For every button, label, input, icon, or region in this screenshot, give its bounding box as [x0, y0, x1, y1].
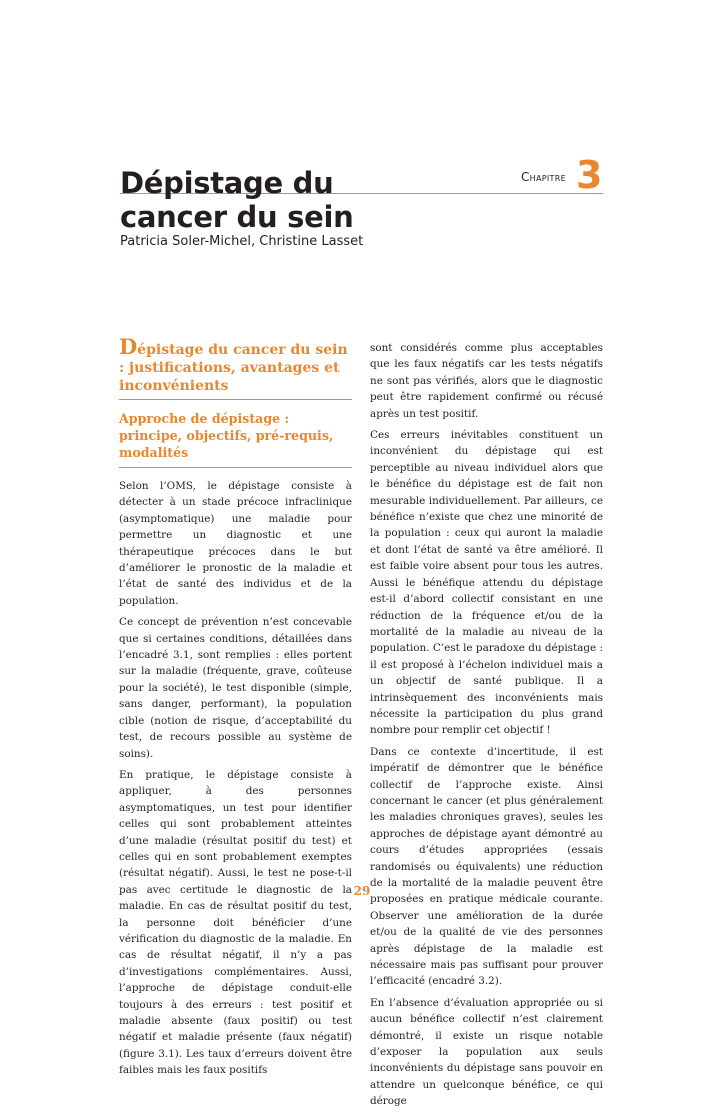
paragraph: Ce concept de prévention n’est concevable que si certaines conditions, détaillées dans l’encadré 3.1, sont remplies : elles portent sur la maladie (fréquente, grave, coûteuse pour la société), le test disponible (simple, sans danger, performant), la population cible (notion de risque, d’acceptabilité du test, de recours possible au système de soins). [119, 616, 352, 760]
chapter-label: Chapitre [521, 170, 566, 184]
subsection-heading: Approche de dépistage : principe, objectifs, pré-requis, modalités [119, 411, 334, 460]
chapter-number: 3 [576, 153, 603, 197]
paragraph: Dans ce contexte d’incertitude, il est impératif de démontrer que le bénéfice collectif de l’approche existe. Ainsi concernant le cancer (et plus généralement les maladies chroniques graves), seules les approches de dépistage ayant démontré au cours d’études appropriées (essais randomisés ou équivalents) une réduction de la mortalité de la maladie peuvent être proposées en pratique médicale courante. Observer une amélioration de la durée et/ou de la qualité de vie des personnes après dépistage de la maladie est nécessaire mais pas suffisant pour prouver l’efficacité (encadré 3.2). [370, 745, 603, 988]
paragraph: Selon l’OMS, le dépistage consiste à détecter à un stade précoce infraclinique (asymptomatique) une maladie pour permettre un diagnostic et une thérapeutique précoces dans le but d’améliorer le pronostic de la maladie et l’état de santé des individus et de la population. [119, 480, 352, 607]
paragraph: sont considérés comme plus acceptables que les faux négatifs car les tests négatifs ne sont pas vérifiés, alors que le diagnostic peut être rapidement confirmé ou récusé après un test positif. [370, 342, 603, 420]
section-heading [119, 334, 352, 395]
right-column [370, 340, 603, 1115]
paragraph: Ces erreurs inévitables constituent un inconvénient du dépistage qui est perceptible au niveau individuel alors que le bénéfice du dépistage est de fait non mesurable individuellement. Par ailleurs, ce bénéfice n’existe que chez une minorité de la population : ceux qui auront la maladie et dont l’état de santé va être amélioré. Il est faible voire absent pour tous les autres. Aussi le bénéfique attendu du dépistage est-il d’abord collectif consistant en une réduction de la fréquence et/ou de la mortalité de la maladie au niveau de la population. C’est le paradoxe du dépistage : il est proposé à l’échelon individuel mais a un objectif de santé publique. Il a intrinsèquement des inconvénients mais nécessite la participation du plus grand nombre pour remplir cet objectif ! [370, 429, 603, 737]
chapter-authors: Patricia Soler-Michel, Christine Lasset [120, 234, 364, 249]
left-column [119, 334, 352, 1084]
chapter-title: Dépistage du cancer du sein [120, 166, 354, 234]
section-heading-initial: D [119, 334, 138, 359]
page-number: 29 [353, 884, 371, 898]
section-heading-rule [119, 399, 352, 400]
paragraph: En l’absence d’évaluation appropriée ou si aucun bénéfice collectif n’est clairement démontré, il existe un risque notable d’exposer la population aux seuls inconvénients du dépistage sans pouvoir en attendre un quelconque bénéfice, ce qui déroge [370, 996, 603, 1108]
section-heading-text: épistage du cancer du sein : justifications, avantages et inconvénients [119, 342, 348, 394]
subsection-heading-rule [119, 467, 352, 468]
paragraph: En pratique, le dépistage consiste à appliquer, à des personnes asymptomatiques, un test pour identifier celles qui sont probablement atteintes d’une maladie (résultat positif du test) et celles qui en sont probablement exemptes (résultat négatif). Aussi, le test ne pose-t-il pas avec certitude le diagnostic de la maladie. En cas de résultat positif du test, la personne doit bénéficier d’une vérification du diagnostic de la maladie. En cas de résultat négatif, il n’y a pas d’investigations complémentaires. Aussi, l’approche de dépistage conduit-elle toujours à des erreurs : test positif et maladie absente (faux positif) ou test négatif et maladie présente (faux négatif) (figure 3.1). Les taux d’erreurs doivent être faibles mais les faux positifs [119, 768, 352, 1077]
